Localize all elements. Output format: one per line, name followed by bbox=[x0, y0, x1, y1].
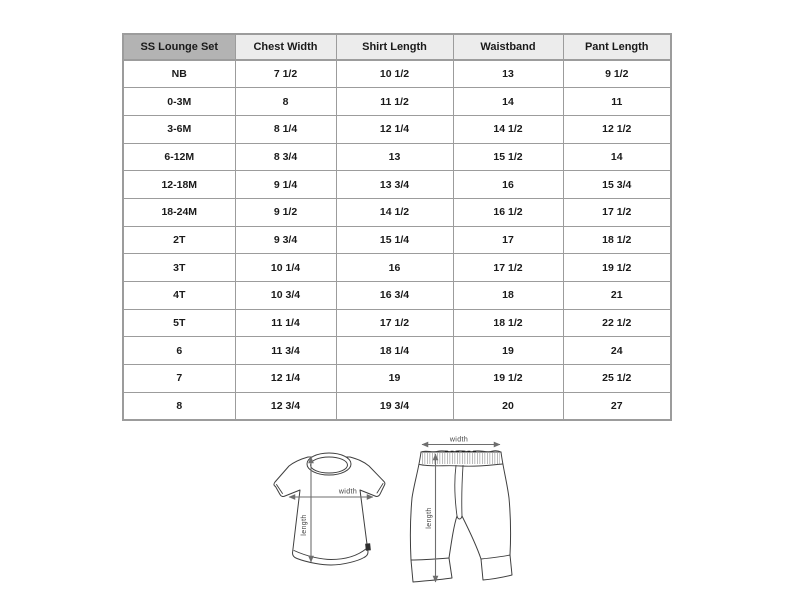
table-row bbox=[123, 171, 671, 199]
value-cell: 18 1/4 bbox=[336, 337, 453, 365]
header-product-name: SS Lounge Set bbox=[123, 34, 235, 60]
table-row bbox=[123, 143, 671, 171]
value-cell: 10 3/4 bbox=[235, 282, 336, 310]
table-row bbox=[123, 282, 671, 310]
table-row bbox=[123, 254, 671, 282]
size-cell: 7 bbox=[123, 365, 235, 393]
value-cell: 12 1/4 bbox=[336, 115, 453, 143]
value-cell: 8 1/4 bbox=[235, 115, 336, 143]
value-cell: 14 1/2 bbox=[453, 115, 563, 143]
value-cell: 14 1/2 bbox=[336, 198, 453, 226]
care-tag bbox=[365, 543, 371, 550]
value-cell: 19 bbox=[453, 337, 563, 365]
value-cell: 22 1/2 bbox=[563, 309, 671, 337]
value-cell: 16 1/2 bbox=[453, 198, 563, 226]
value-cell: 19 bbox=[336, 365, 453, 393]
value-cell: 17 1/2 bbox=[336, 309, 453, 337]
value-cell: 11 1/2 bbox=[336, 88, 453, 116]
value-cell: 21 bbox=[563, 282, 671, 310]
pants-length-label: length bbox=[426, 507, 433, 529]
value-cell: 16 bbox=[453, 171, 563, 199]
value-cell: 9 1/2 bbox=[235, 198, 336, 226]
value-cell: 27 bbox=[563, 392, 671, 420]
pants-width-label: width bbox=[449, 436, 469, 444]
value-cell: 7 1/2 bbox=[235, 60, 336, 88]
size-chart-table bbox=[122, 33, 672, 421]
size-cell: 0-3M bbox=[123, 88, 235, 116]
value-cell: 15 1/2 bbox=[453, 143, 563, 171]
value-cell: 12 3/4 bbox=[235, 392, 336, 420]
value-cell: 14 bbox=[453, 88, 563, 116]
value-cell: 17 bbox=[453, 226, 563, 254]
value-cell: 19 1/2 bbox=[563, 254, 671, 282]
value-cell: 10 1/4 bbox=[235, 254, 336, 282]
value-cell: 14 bbox=[563, 143, 671, 171]
value-cell: 8 3/4 bbox=[235, 143, 336, 171]
table-row bbox=[123, 337, 671, 365]
pants-diagram bbox=[406, 436, 516, 591]
value-cell: 17 1/2 bbox=[453, 254, 563, 282]
size-cell: 12-18M bbox=[123, 171, 235, 199]
header-shirt-length: Shirt Length bbox=[336, 34, 453, 60]
value-cell: 18 1/2 bbox=[453, 309, 563, 337]
table-row bbox=[123, 309, 671, 337]
value-cell: 19 3/4 bbox=[336, 392, 453, 420]
table-row bbox=[123, 115, 671, 143]
size-cell: 3T bbox=[123, 254, 235, 282]
value-cell: 16 3/4 bbox=[336, 282, 453, 310]
value-cell: 24 bbox=[563, 337, 671, 365]
header-chest-width: Chest Width bbox=[235, 34, 336, 60]
value-cell: 10 1/2 bbox=[336, 60, 453, 88]
value-cell: 11 bbox=[563, 88, 671, 116]
value-cell: 20 bbox=[453, 392, 563, 420]
table-row bbox=[123, 60, 671, 88]
value-cell: 11 3/4 bbox=[235, 337, 336, 365]
value-cell: 9 3/4 bbox=[235, 226, 336, 254]
table-row bbox=[123, 88, 671, 116]
value-cell: 8 bbox=[235, 88, 336, 116]
size-cell: 3-6M bbox=[123, 115, 235, 143]
tshirt-drawing bbox=[274, 453, 385, 565]
value-cell: 13 3/4 bbox=[336, 171, 453, 199]
value-cell: 13 bbox=[453, 60, 563, 88]
value-cell: 15 1/4 bbox=[336, 226, 453, 254]
value-cell: 25 1/2 bbox=[563, 365, 671, 393]
value-cell: 15 3/4 bbox=[563, 171, 671, 199]
table-row bbox=[123, 198, 671, 226]
value-cell: 12 1/2 bbox=[563, 115, 671, 143]
value-cell: 19 1/2 bbox=[453, 365, 563, 393]
header-row bbox=[123, 34, 671, 60]
value-cell: 13 bbox=[336, 143, 453, 171]
table-row bbox=[123, 392, 671, 420]
value-cell: 11 1/4 bbox=[235, 309, 336, 337]
value-cell: 9 1/4 bbox=[235, 171, 336, 199]
size-cell: 4T bbox=[123, 282, 235, 310]
size-cell: 6 bbox=[123, 337, 235, 365]
value-cell: 17 1/2 bbox=[563, 198, 671, 226]
size-cell: 5T bbox=[123, 309, 235, 337]
size-cell: NB bbox=[123, 60, 235, 88]
value-cell: 9 1/2 bbox=[563, 60, 671, 88]
value-cell: 18 1/2 bbox=[563, 226, 671, 254]
size-chart-body bbox=[123, 60, 671, 420]
value-cell: 16 bbox=[336, 254, 453, 282]
size-cell: 8 bbox=[123, 392, 235, 420]
table-row bbox=[123, 226, 671, 254]
table-row bbox=[123, 365, 671, 393]
value-cell: 12 1/4 bbox=[235, 365, 336, 393]
size-cell: 6-12M bbox=[123, 143, 235, 171]
header-pant-length: Pant Length bbox=[563, 34, 671, 60]
size-cell: 18-24M bbox=[123, 198, 235, 226]
shirt-width-label: width bbox=[338, 488, 358, 496]
header-waistband: Waistband bbox=[453, 34, 563, 60]
value-cell: 18 bbox=[453, 282, 563, 310]
shirt-diagram bbox=[268, 444, 394, 574]
shirt-length-label: length bbox=[301, 514, 308, 536]
size-cell: 2T bbox=[123, 226, 235, 254]
